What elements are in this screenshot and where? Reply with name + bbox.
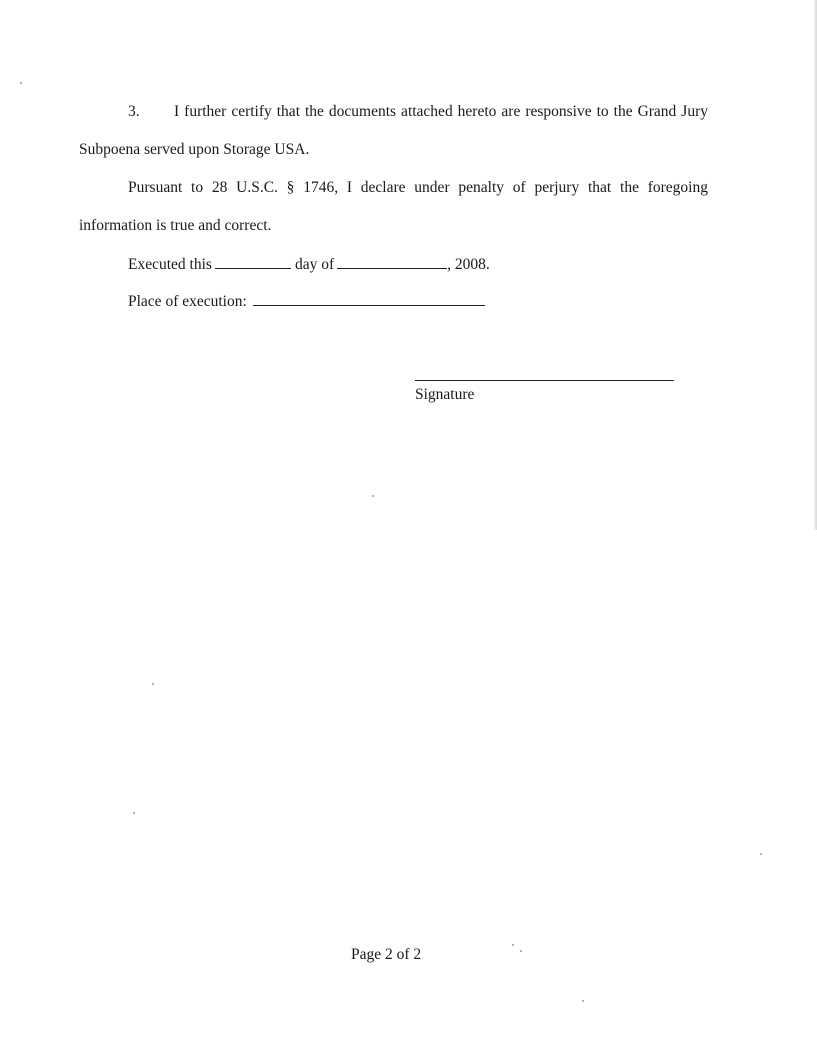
- signature-line: [415, 380, 674, 381]
- place-line: [128, 291, 485, 312]
- scan-speck: [760, 853, 762, 855]
- executed-middle: day of: [294, 256, 335, 273]
- scan-speck: [152, 683, 154, 685]
- scan-speck: [133, 812, 135, 814]
- pursuant-line-2: information is true and correct.: [79, 217, 272, 234]
- executed-prefix: Executed this: [128, 256, 212, 273]
- page-number: Page 2 of 2: [351, 946, 422, 963]
- paragraph-number: 3.: [128, 103, 140, 120]
- scan-speck: [520, 950, 522, 952]
- scan-speck: [372, 495, 374, 497]
- scan-speck: [20, 82, 22, 84]
- executed-suffix: , 2008.: [447, 256, 490, 273]
- signature-label: Signature: [415, 386, 475, 403]
- scan-speck: [512, 944, 514, 946]
- paragraph-3-text: I further certify that the documents attached hereto are responsive to the Grand Jury: [174, 103, 708, 120]
- paragraph-3-line-2: Subpoena served upon Storage USA.: [79, 141, 310, 158]
- executed-line: [128, 254, 490, 275]
- scan-speck: [582, 1000, 584, 1002]
- place-label: Place of execution:: [128, 293, 247, 310]
- month-blank: [337, 254, 447, 269]
- day-blank: [215, 254, 291, 269]
- pursuant-line-1: Pursuant to 28 U.S.C. § 1746, I declare under penalty of perjury that the foregoing: [128, 179, 708, 196]
- place-blank: [253, 291, 485, 306]
- paragraph-3-line-1: [128, 102, 708, 122]
